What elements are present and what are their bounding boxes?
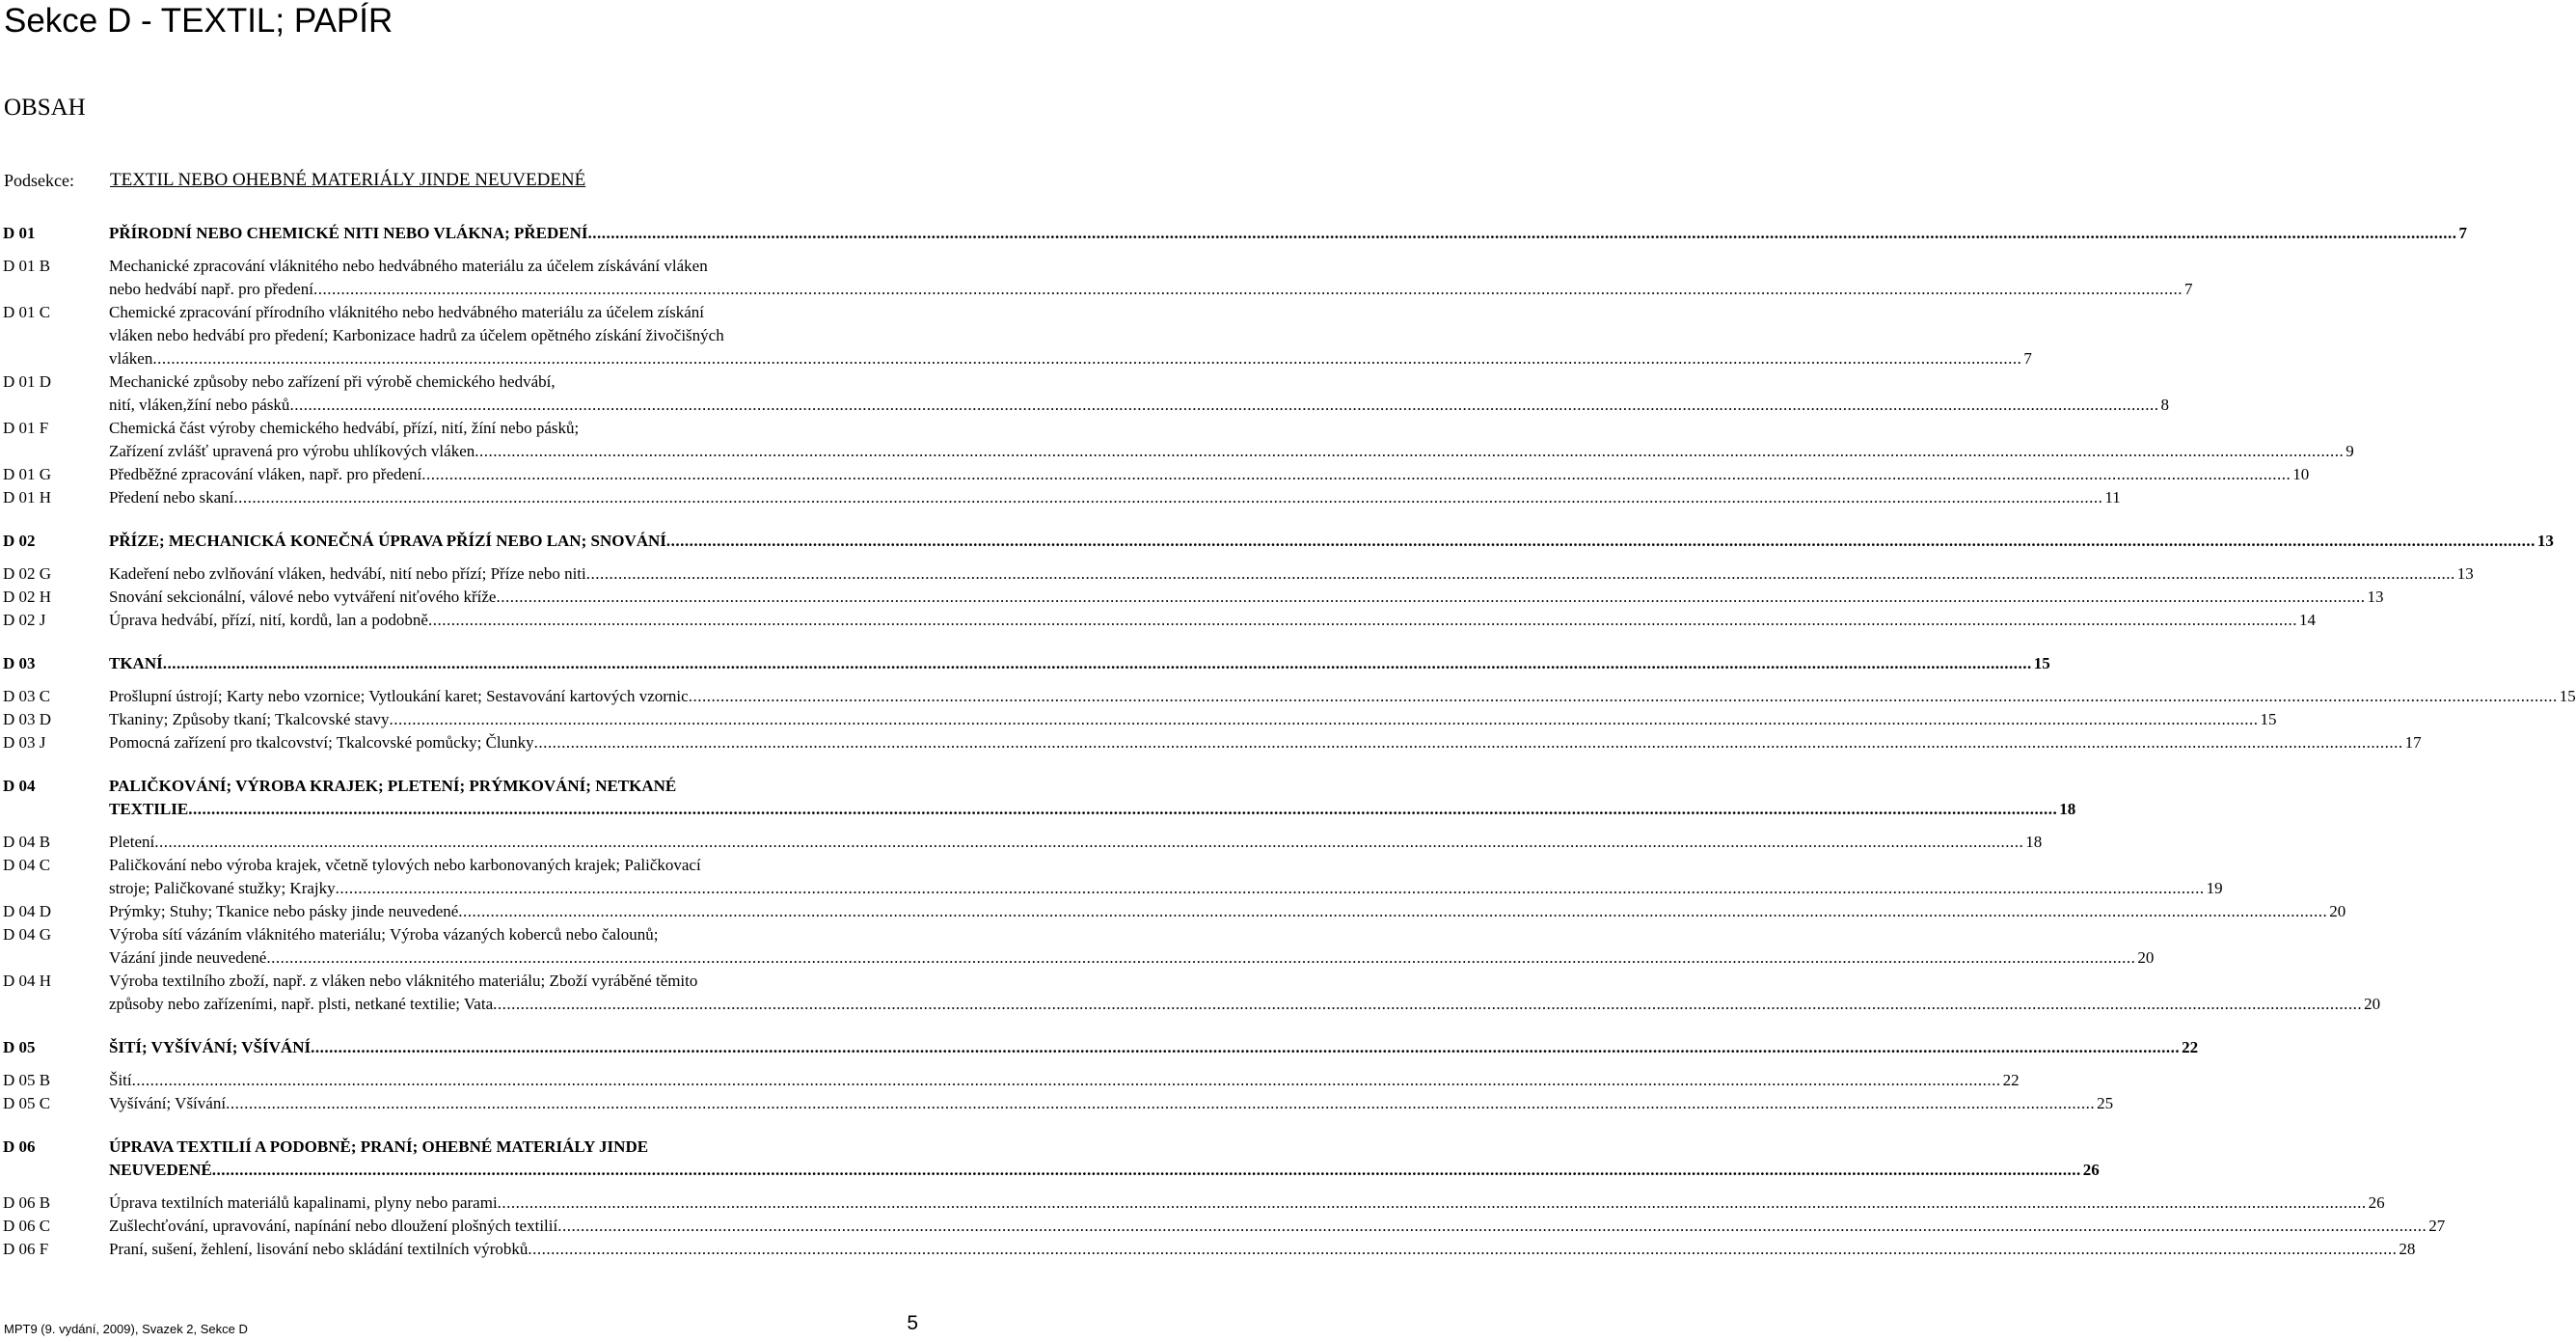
toc-section-heading[interactable] (0, 652, 2050, 675)
dot-leader (212, 1159, 2081, 1182)
toc-code: D 03 D (3, 710, 52, 728)
toc-line: Zušlechťování, upravování, napínání nebo dloužení plošných textilií (109, 1217, 558, 1235)
toc-line: Chemická část výroby chemického hedvábí, přízí, nití, žíní nebo pásků; (109, 419, 580, 437)
dot-leader (586, 562, 2455, 586)
toc-code: D 05 C (3, 1094, 51, 1112)
toc-code: D 06 F (3, 1240, 49, 1258)
toc-entry-text (109, 609, 2316, 632)
toc-entry-text (109, 1238, 2415, 1261)
toc-entry[interactable] (0, 1092, 2114, 1115)
toc-line: Předení nebo skaní (109, 488, 234, 507)
toc-entry-text (109, 900, 2346, 923)
toc-section-heading[interactable] (0, 775, 2076, 821)
table-of-contents (0, 222, 2576, 1281)
dot-leader (226, 1092, 2095, 1115)
toc-code: D 01 G (3, 465, 52, 483)
toc-group (0, 222, 2468, 509)
toc-line: Mechanické zpracování vláknitého nebo hedvábného materiálu za účelem získávání vláken (109, 257, 708, 275)
toc-entry[interactable] (0, 731, 2422, 754)
dot-leader (132, 1069, 2001, 1092)
toc-page-number: 14 (2298, 611, 2316, 629)
dot-leader (493, 993, 2362, 1016)
toc-entry[interactable] (0, 301, 2032, 370)
toc-page-number: 22 (2002, 1071, 2020, 1089)
toc-page-number: 28 (2399, 1240, 2416, 1258)
toc-line: PALIČKOVÁNÍ; VÝROBA KRAJEK; PLETENÍ; PRÝMKOVÁNÍ; NETKANÉ (109, 777, 677, 795)
dot-leader (557, 1215, 2427, 1238)
toc-line: Výroba sítí vázáním vláknitého materiálu; Výroba vázaných koberců nebo čalounů; (109, 925, 659, 944)
toc-page-number: 20 (2329, 902, 2346, 920)
toc-code: D 02 H (3, 588, 52, 606)
toc-entry-text (109, 463, 2309, 486)
toc-entry[interactable] (0, 923, 2155, 970)
toc-line: Pletení (109, 833, 155, 851)
toc-line: nebo hedvábí např. pro předení (109, 280, 313, 298)
toc-entry-text (109, 708, 2277, 731)
dot-leader (458, 900, 2327, 923)
toc-page-number: 18 (2059, 800, 2076, 818)
toc-code: D 03 C (3, 687, 51, 705)
dot-leader (689, 685, 2558, 708)
toc-entry-text (109, 831, 2042, 854)
toc-entry-text (109, 530, 2554, 553)
dot-leader (289, 394, 2158, 417)
toc-entry-text (109, 586, 2383, 609)
toc-code: D 02 J (3, 611, 46, 629)
toc-page-number: 9 (2346, 442, 2354, 460)
toc-entry-text (109, 222, 2467, 245)
dot-leader (154, 831, 2023, 854)
toc-entry-text (109, 685, 2576, 708)
toc-line: nití, vláken,žíní nebo pásků (109, 396, 290, 414)
toc-entry-text (109, 970, 2380, 1016)
toc-page-number: 20 (2364, 995, 2381, 1013)
toc-code: D 04 D (3, 902, 52, 920)
toc-page-number: 15 (2260, 710, 2277, 728)
toc-line: TKANÍ (109, 654, 163, 672)
toc-entry[interactable] (0, 831, 2043, 854)
toc-line: Snování sekcionální, válové nebo vytváření niťového kříže (109, 588, 497, 606)
toc-line: Šití (109, 1071, 132, 1089)
dot-leader (313, 278, 2183, 301)
toc-line: Praní, sušení, žehlení, lisování nebo skládání textilních výrobků (109, 1240, 529, 1258)
toc-entry[interactable] (0, 1191, 2385, 1215)
dot-leader (666, 530, 2535, 553)
toc-entry[interactable] (0, 370, 2169, 417)
toc-page-number: 22 (2182, 1038, 2199, 1056)
toc-line: Tkaniny; Způsoby tkaní; Tkalcovské stavy (109, 710, 390, 728)
toc-code: D 02 (3, 532, 36, 550)
toc-line: NEUVEDENÉ (109, 1161, 212, 1179)
dot-leader (152, 347, 2021, 370)
toc-page-number: 7 (2458, 224, 2468, 242)
toc-code: D 06 C (3, 1217, 51, 1235)
toc-page-number: 13 (2367, 588, 2384, 606)
toc-line: TEXTILIE (109, 800, 189, 818)
dot-leader (266, 946, 2135, 970)
toc-entry-text (109, 652, 2050, 675)
toc-entry[interactable] (0, 486, 2121, 509)
dot-leader (163, 652, 2032, 675)
toc-page-number: 15 (2559, 687, 2576, 705)
toc-entry-text (109, 731, 2422, 754)
toc-group (0, 652, 2576, 754)
toc-code: D 06 (3, 1137, 36, 1156)
toc-entry-text (109, 1191, 2385, 1215)
toc-page-number: 7 (2023, 349, 2032, 368)
toc-line: Zařízení zvlášť upravená pro výrobu uhlíkových vláken (109, 442, 475, 460)
toc-page-number: 26 (2082, 1161, 2100, 1179)
dot-leader (390, 708, 2259, 731)
toc-code: D 04 C (3, 856, 51, 874)
toc-group (0, 1036, 2199, 1115)
page-footer (0, 1312, 926, 1342)
section-title: Sekce D - TEXTIL; PAPÍR (4, 2, 393, 40)
toc-entry-text (109, 1215, 2445, 1238)
toc-line: stroje; Paličkované stužky; Krajky (109, 879, 336, 897)
footer-text: MPT9 (9. vydání, 2009), Svazek 2, Sekce D (4, 1322, 248, 1336)
toc-line: Vázání jinde neuvedené (109, 948, 267, 967)
toc-code: D 05 (3, 1038, 36, 1056)
toc-entry[interactable] (0, 1238, 2416, 1261)
dot-leader (588, 222, 2457, 245)
dot-leader (428, 609, 2297, 632)
toc-line: PŘÍRODNÍ NEBO CHEMICKÉ NITI NEBO VLÁKNA; PŘEDENÍ (109, 224, 588, 242)
toc-section-heading[interactable] (0, 1136, 2100, 1182)
toc-page-number: 18 (2025, 833, 2043, 851)
toc-code: D 04 G (3, 925, 52, 944)
toc-page-number: 13 (2536, 532, 2554, 550)
toc-section-heading[interactable] (0, 530, 2554, 553)
toc-code: D 06 B (3, 1193, 51, 1212)
toc-entry-text (109, 417, 2354, 463)
toc-page-number: 25 (2097, 1094, 2114, 1112)
toc-code: D 05 B (3, 1071, 51, 1089)
toc-entry[interactable] (0, 586, 2384, 609)
toc-page-number: 10 (2292, 465, 2310, 483)
dot-leader (534, 731, 2403, 754)
toc-line: Pomocná zařízení pro tkalcovství; Tkalcovské pomůcky; Člunky (109, 733, 534, 752)
toc-section-heading[interactable] (0, 222, 2468, 245)
toc-line: vláken nebo hedvábí pro předení; Karbonizace hadrů za účelem opětného získání živočišných (109, 326, 724, 344)
toc-line: Vyšívání; Všívání (109, 1094, 227, 1112)
toc-entry-text (109, 1036, 2198, 1059)
toc-entry[interactable] (0, 255, 2193, 301)
toc-page-number: 8 (2160, 396, 2169, 414)
toc-page-number: 13 (2456, 564, 2474, 583)
toc-entry[interactable] (0, 900, 2346, 923)
toc-line: Výroba textilního zboží, např. z vláken nebo vláknitého materiálu; Zboží vyráběné těmito (109, 972, 698, 990)
toc-entry-text (109, 1136, 2100, 1182)
contents-heading: OBSAH (4, 95, 86, 121)
toc-entry[interactable] (0, 463, 2310, 486)
toc-entry-text (109, 370, 2169, 417)
toc-entry[interactable] (0, 1215, 2446, 1238)
dot-leader (475, 440, 2344, 463)
toc-page-number: 7 (2183, 280, 2193, 298)
toc-page-number: 27 (2428, 1217, 2446, 1235)
toc-line: způsoby nebo zařízeními, např. plsti, netkané textilie; Vata (109, 995, 494, 1013)
toc-entry-text (109, 255, 2192, 301)
toc-code: D 01 H (3, 488, 52, 507)
toc-entry[interactable] (0, 708, 2277, 731)
toc-entry[interactable] (0, 854, 2223, 900)
toc-code: D 01 D (3, 372, 52, 391)
dot-leader (188, 798, 2057, 821)
toc-entry[interactable] (0, 562, 2474, 586)
toc-entry-text (109, 486, 2121, 509)
toc-entry[interactable] (0, 970, 2381, 1016)
toc-entry[interactable] (0, 417, 2354, 463)
dot-leader (421, 463, 2291, 486)
toc-line: Úprava hedvábí, přízí, nití, kordů, lan a podobně (109, 611, 428, 629)
toc-code: D 01 F (3, 419, 49, 437)
toc-page-number: 20 (2137, 948, 2155, 967)
toc-line: Mechanické způsoby nebo zařízení při výrobě chemického hedvábí, (109, 372, 556, 391)
toc-page-number: 15 (2033, 654, 2050, 672)
toc-entry-text (109, 1092, 2113, 1115)
dot-leader (311, 1036, 2180, 1059)
toc-code: D 04 H (3, 972, 52, 990)
toc-page-number: 19 (2206, 879, 2223, 897)
toc-page-number: 17 (2404, 733, 2422, 752)
dot-leader (233, 486, 2102, 509)
subsection-title: TEXTIL NEBO OHEBNÉ MATERIÁLY JINDE NEUVEDENÉ (110, 170, 586, 190)
toc-code: D 01 (3, 224, 36, 242)
toc-line: Prošlupní ústrojí; Karty nebo vzornice; Vytloukání karet; Sestavování kartových vzornic (109, 687, 689, 705)
toc-code: D 03 (3, 654, 36, 672)
toc-entry[interactable] (0, 685, 2576, 708)
toc-section-heading[interactable] (0, 1036, 2199, 1059)
toc-entry-text (109, 923, 2154, 970)
toc-code: D 04 (3, 777, 36, 795)
toc-line: Úprava textilních materiálů kapalinami, plyny nebo parami (109, 1193, 498, 1212)
toc-entry-text (109, 562, 2474, 586)
toc-page-number: 11 (2104, 488, 2121, 507)
dot-leader (498, 1191, 2367, 1215)
toc-line: Kadeření nebo zvlňování vláken, hedvábí, nití nebo přízí; Příze nebo niti (109, 564, 586, 583)
dot-leader (336, 877, 2205, 900)
toc-line: Chemické zpracování přírodního vláknitého nebo hedvábného materiálu za účelem získání (109, 303, 704, 321)
toc-group (0, 775, 2381, 1016)
toc-line: ŠITÍ; VYŠÍVÁNÍ; VŠÍVÁNÍ (109, 1038, 312, 1056)
toc-entry-text (109, 854, 2223, 900)
dot-leader (496, 586, 2365, 609)
toc-line: ÚPRAVA TEXTILIÍ A PODOBNĚ; PRANÍ; OHEBNÉ MATERIÁLY JINDE (109, 1137, 649, 1156)
toc-entry[interactable] (0, 1069, 2020, 1092)
page-number: 5 (907, 1312, 918, 1334)
toc-line: Paličkování nebo výroba krajek, včetně tylových nebo karbonovaných krajek; Paličkovací (109, 856, 701, 874)
toc-line: Prýmky; Stuhy; Tkanice nebo pásky jinde neuvedené (109, 902, 459, 920)
subsection-label: Podsekce: (4, 171, 74, 190)
toc-code: D 01 B (3, 257, 51, 275)
toc-entry-text (109, 301, 2032, 370)
toc-line: Předběžné zpracování vláken, např. pro předení (109, 465, 422, 483)
toc-line: PŘÍZE; MECHANICKÁ KONEČNÁ ÚPRAVA PŘÍZÍ NEBO LAN; SNOVÁNÍ (109, 532, 666, 550)
toc-code: D 04 B (3, 833, 51, 851)
toc-code: D 01 C (3, 303, 51, 321)
dot-leader (528, 1238, 2397, 1261)
toc-entry-text (109, 1069, 2020, 1092)
toc-page-number: 26 (2368, 1193, 2385, 1212)
toc-group (0, 1136, 2446, 1261)
toc-entry[interactable] (0, 609, 2316, 632)
toc-group (0, 530, 2554, 632)
toc-code: D 03 J (3, 733, 46, 752)
toc-code: D 02 G (3, 564, 52, 583)
toc-line: vláken (109, 349, 153, 368)
toc-entry-text (109, 775, 2075, 821)
